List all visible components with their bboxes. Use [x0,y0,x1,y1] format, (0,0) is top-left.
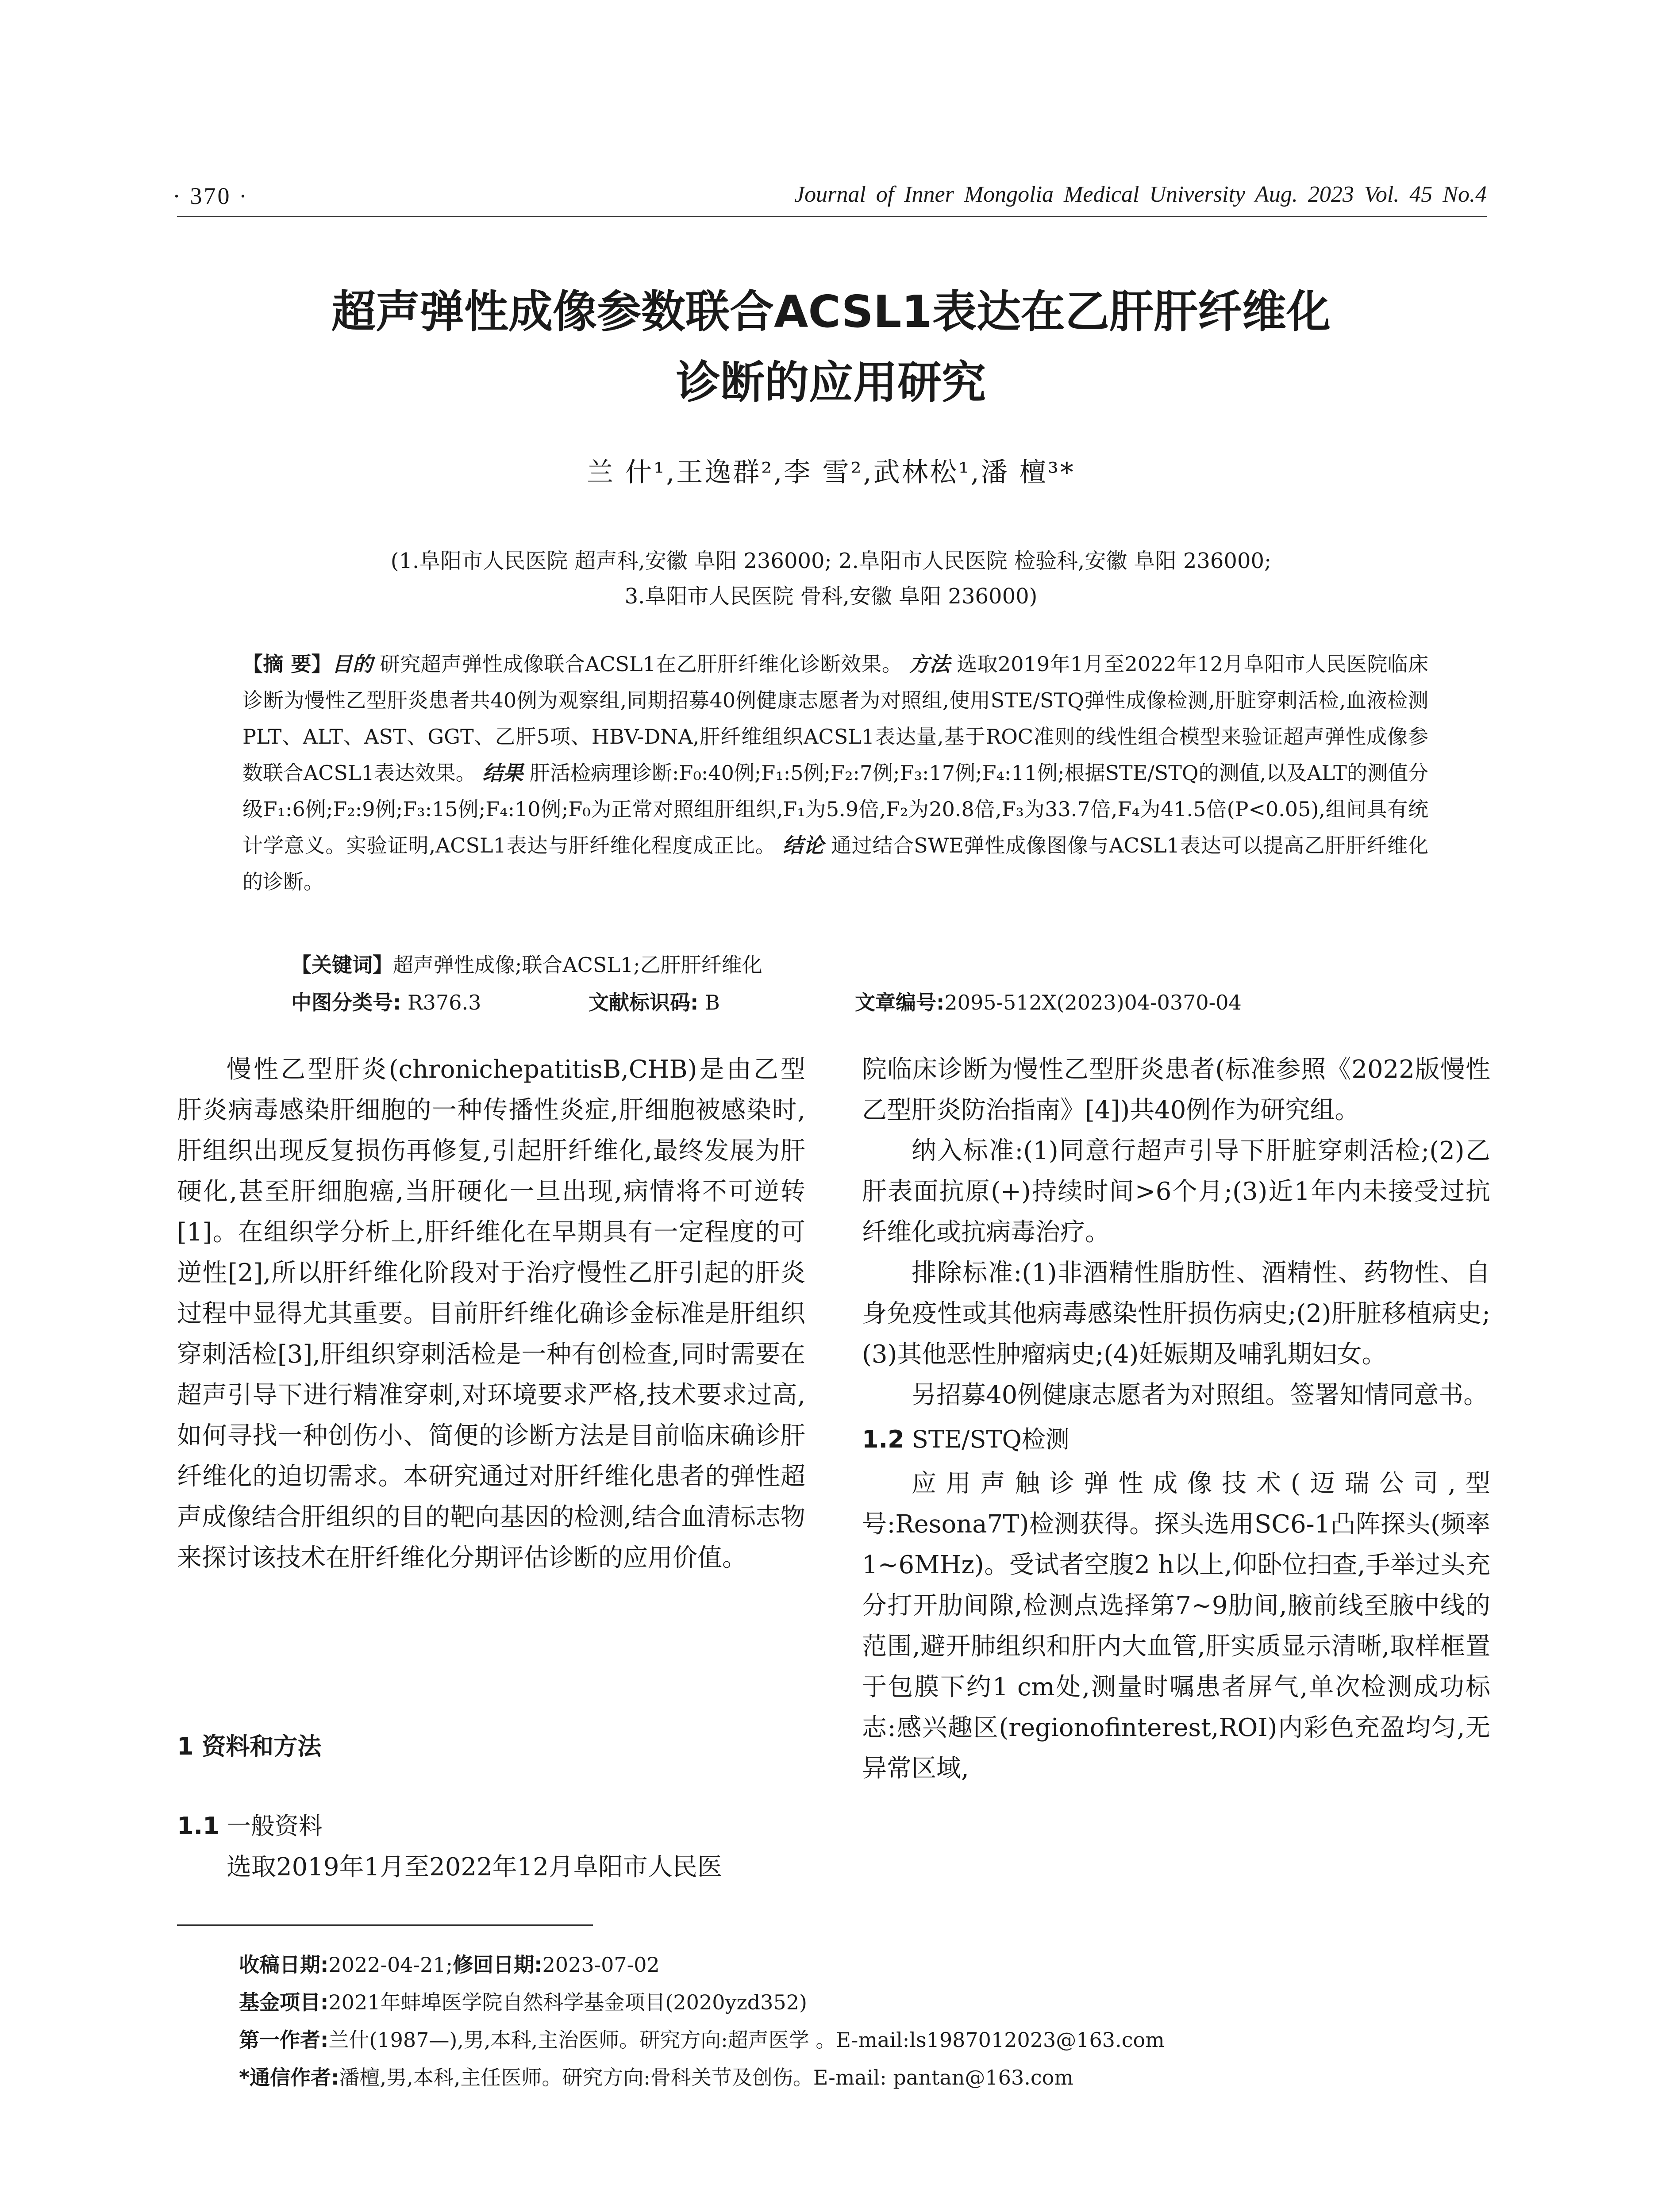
abstract-results-label: 结果 [482,761,523,785]
abstract-conclusion: 通过结合SWE弹性成像图像与ACSL1表达可以提高乙肝肝纤维化的诊断。 [242,833,1428,894]
control-group-paragraph: 另招募40例健康志愿者为对照组。签署知情同意书。 [912,1381,1489,1409]
received-label: 收稿日期: [239,1953,329,1977]
abstract-results: 肝活检病理诊断:F₀:40例;F₁:5例;F₂:7例;F₃:17例;F₄:11例;根据STE/STQ的测值,以及ALT的测值分级F₁:6例;F₂:9例;F₃:15例;F₄:10例;F₀为正常对照组肝组织,F₁为5.9倍,F₂为20.8倍,F₃为33.7倍,F₄为41.5倍(P<0.05),组间具有统计学意义。实验证明,ACSL1表达与肝纤维化程度成正比。 [242,761,1428,857]
paper-title-line-2: 诊断的应用研究 [676,357,986,408]
body-right-column [862,1049,1490,1789]
revised-date: 2023-07-02 [542,1953,660,1977]
exclusion-criteria: 排除标准:(1)非酒精性脂肪性、酒精性、药物性、自身免疫性或其他病毒感染性肝损伤病史;(2)肝脏移植病史;(3)其他恶性肿瘤病史;(4)妊娠期及哺乳期妇女。 [862,1259,1490,1369]
document-code-label: 文献标识码: [589,991,699,1014]
inclusion-criteria: 纳入标准:(1)同意行超声引导下肝脏穿刺活检;(2)乙肝表面抗原(+)持续时间>6个月;(3)近1年内未接受过抗纤维化或抗病毒治疗。 [862,1137,1490,1247]
fund-text: 2021年蚌埠医学院自然科学基金项目(2020yzd352) [328,1990,807,2014]
section-1-2-number: 1.2 [862,1425,904,1453]
revised-label: 修回日期: [453,1953,542,1977]
keywords-text: 超声弹性成像;联合ACSL1;乙肝肝纤维化 [393,953,762,977]
abstract-conclusion-label: 结论 [782,833,824,857]
abstract-objective: 研究超声弹性成像联合ACSL1在乙肝肝纤维化诊断效果。 [373,652,903,676]
document-code [589,987,720,1016]
ste-stq-paragraph: 应用声触诊弹性成像技术(迈瑞公司,型号:Resona7T)检测获得。探头选用SC6-1凸阵探头(频率1~6MHz)。受试者空腹2 h以上,仰卧位扫查,手举过头充分打开肋间隙,检测点选择第7~9肋间,腋前线至腋中线的范围,避开肺组织和肝内大血管,肝实质显示清晰,取样框置于包膜下约1 cm处,测量时嘱患者屏气,单次检测成功标志:感兴趣区(regionofinterest,ROI)内彩色充盈均匀,无异常区域, [862,1469,1490,1783]
section-heading-1: 1 资料和方法 [177,1732,322,1760]
body-left-column [177,1049,805,1578]
abstract-methods-label: 方法 [909,652,950,676]
footnote-corresponding-author [239,2062,1073,2091]
clc-label: 中图分类号: [291,991,401,1014]
section-1-1-number: 1.1 [177,1812,219,1840]
abstract-objective-label: 目的 [332,652,373,676]
corresponding-label: *通信作者: [239,2066,339,2089]
abstract [242,646,1428,900]
affiliation-line-1: (1.阜阳市人民医院 超声科,安徽 阜阳 236000; 2.阜阳市人民医院 检验科,安徽 阜阳 236000; [390,549,1272,573]
abstract-label: 【摘 要】 [242,652,332,676]
general-data-paragraph: 选取2019年1月至2022年12月阜阳市人民医 [227,1853,722,1882]
clc-value: R376.3 [401,991,481,1014]
section-1-1-title: 一般资料 [219,1812,323,1840]
section-1-2-title: STE/STQ检测 [904,1425,1070,1453]
article-number-label: 文章编号: [855,991,945,1014]
header-rule [177,216,1487,217]
article-number-value: 2095-512X(2023)04-0370-04 [944,991,1242,1014]
intro-paragraph: 慢性乙型肝炎(chronichepatitisB,CHB)是由乙型肝炎病毒感染肝细胞的一种传播性炎症,肝细胞被感染时,肝组织出现反复损伤再修复,引起肝纤维化,最终发展为肝硬化,甚至肝细胞癌,当肝硬化一旦出现,病情将不可逆转[1]。在组织学分析上,肝纤维化在早期具有一定程度的可逆性[2],所以肝纤维化阶段对于治疗慢性乙肝引起的肝炎过程中显得尤其重要。目前肝纤维化确诊金标准是肝组织穿刺活检[3],肝组织穿刺活检是一种有创检查,同时需要在超声引导下进行精准穿刺,对环境要求严格,技术要求过高,如何寻找一种创伤小、简便的诊断方法是目前临床确诊肝纤维化的迫切需求。本研究通过对肝纤维化患者的弹性超声成像结合肝组织的目的靶向基因的检测,结合血清标志物来探讨该技术在肝纤维化分期评估诊断的应用价值。 [177,1055,805,1572]
paper-title-line-1: 超声弹性成像参数联合ACSL1表达在乙肝肝纤维化 [331,286,1331,338]
first-author-label: 第一作者: [239,2028,329,2052]
article-number [855,987,1242,1016]
abstract-methods: 选取2019年1月至2022年12月阜阳市人民医院临床诊断为慢性乙型肝炎患者共40例为观察组,同期招募40例健康志愿者为对照组,使用STE/STQ弹性成像检测,肝脏穿刺活检,血液检测PLT、ALT、AST、GGT、乙肝5项、HBV-DNA,肝纤维组织ACSL1表达量,基于ROC准则的线性组合模型来验证超声弹性成像参数联合ACSL1表达效果。 [242,652,1429,785]
footnote-first-author [239,2024,1165,2053]
corresponding-text: 潘檀,男,本科,主任医师。研究方向:骨科关节及创伤。E-mail: pantan@163.com [339,2066,1073,2089]
affiliation-line-2: 3.阜阳市人民医院 骨科,安徽 阜阳 236000) [624,584,1038,609]
section-heading-1-2 [862,1419,1490,1460]
received-date: 2022-04-21; [328,1953,453,1977]
running-head: Journal of Inner Mongolia Medical University Aug. 2023 Vol. 45 No.4 [794,182,1487,207]
fund-label: 基金项目: [239,1990,329,2014]
footnote-dates [239,1949,660,1978]
keywords [291,949,762,978]
footnote-rule [177,1924,593,1926]
continued-paragraph: 院临床诊断为慢性乙型肝炎患者(标准参照《2022版慢性乙型肝炎防治指南》[4])共40例作为研究组。 [862,1055,1490,1125]
section-heading-1-1 [177,1807,323,1841]
clc-number [291,987,481,1016]
first-author-text: 兰什(1987—),男,本科,主治医师。研究方向:超声医学 。E-mail:ls1987012023@163.com [328,2028,1165,2052]
keywords-label: 【关键词】 [291,953,393,977]
page-number: · 370 · [173,183,249,209]
footnote-fund [239,1986,807,2016]
document-code-value: B [698,991,720,1014]
author-list: 兰 什¹,王逸群²,李 雪²,武林松¹,潘 檀³* [587,457,1075,488]
